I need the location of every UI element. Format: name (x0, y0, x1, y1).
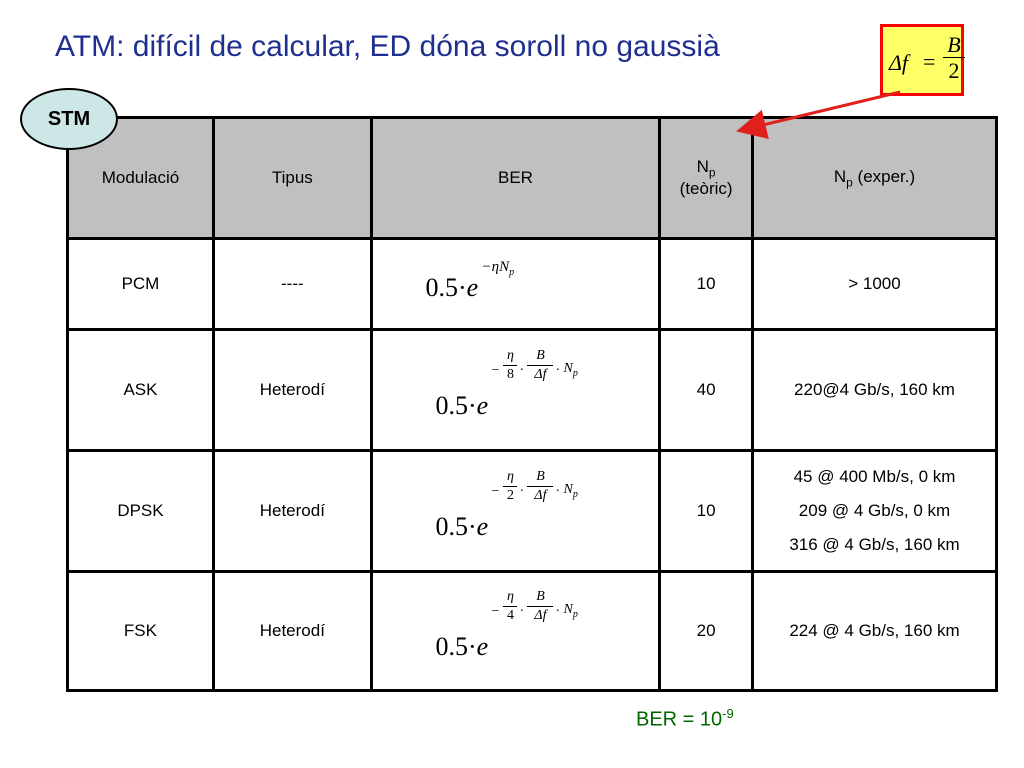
cell-np-exper: 224 @ 4 Gb/s, 160 km (753, 572, 997, 691)
cell-np-teoric: 40 (660, 330, 753, 451)
cell-tipus: Heterodí (213, 572, 371, 691)
cell-np-teoric: 20 (660, 572, 753, 691)
cell-np-exper: 220@4 Gb/s, 160 km (753, 330, 997, 451)
cell-modulacio: DPSK (68, 451, 214, 572)
ber-formula: 0.5·e − η 4 · B Δf · $N_p$ (435, 588, 578, 661)
cell-tipus: Heterodí (213, 330, 371, 451)
cell-modulacio: FSK (68, 572, 214, 691)
formula-numerator: B (947, 32, 961, 57)
cell-modulacio: PCM (68, 239, 214, 330)
cell-tipus: ---- (213, 239, 371, 330)
page-title: ATM: difícil de calcular, ED dóna soroll no gaussià (55, 30, 720, 63)
formula-lhs: Δf (889, 50, 909, 75)
stm-badge: STM (20, 88, 118, 150)
exper-line: 316 @ 4 Gb/s, 160 km (789, 535, 960, 554)
ber-formula: 0.5·e − η 2 · B Δf · $N_p$ (435, 468, 578, 541)
header-np-exper: $N_p$ (exper.) (753, 118, 997, 239)
cell-np-teoric: 10 (660, 451, 753, 572)
cell-np-teoric: 10 (660, 239, 753, 330)
cell-modulacio: ASK (68, 330, 214, 451)
cell-np-exper: > 1000 (753, 239, 997, 330)
header-ber: BER (371, 118, 660, 239)
formula-denominator: 2 (948, 58, 960, 83)
ber-note-text: BER = 10 (636, 708, 723, 731)
formula-equals: = (923, 49, 936, 74)
exper-line: 209 @ 4 Gb/s, 0 km (798, 501, 951, 520)
header-np-teoric: $N_p$ (teòric) (660, 118, 753, 239)
ber-formula: 0.5·e − η 8 · B Δf · $N_p$ (435, 347, 578, 420)
header-tipus: Tipus (213, 118, 371, 239)
ber-formula: 0.5·e $-\eta N_p$ (425, 258, 515, 302)
ber-note-exponent: -9 (722, 706, 734, 721)
cell-tipus: Heterodí (213, 451, 371, 572)
header-modulacio: Modulació (68, 118, 214, 239)
exper-line: 45 @ 400 Mb/s, 0 km (793, 467, 956, 486)
